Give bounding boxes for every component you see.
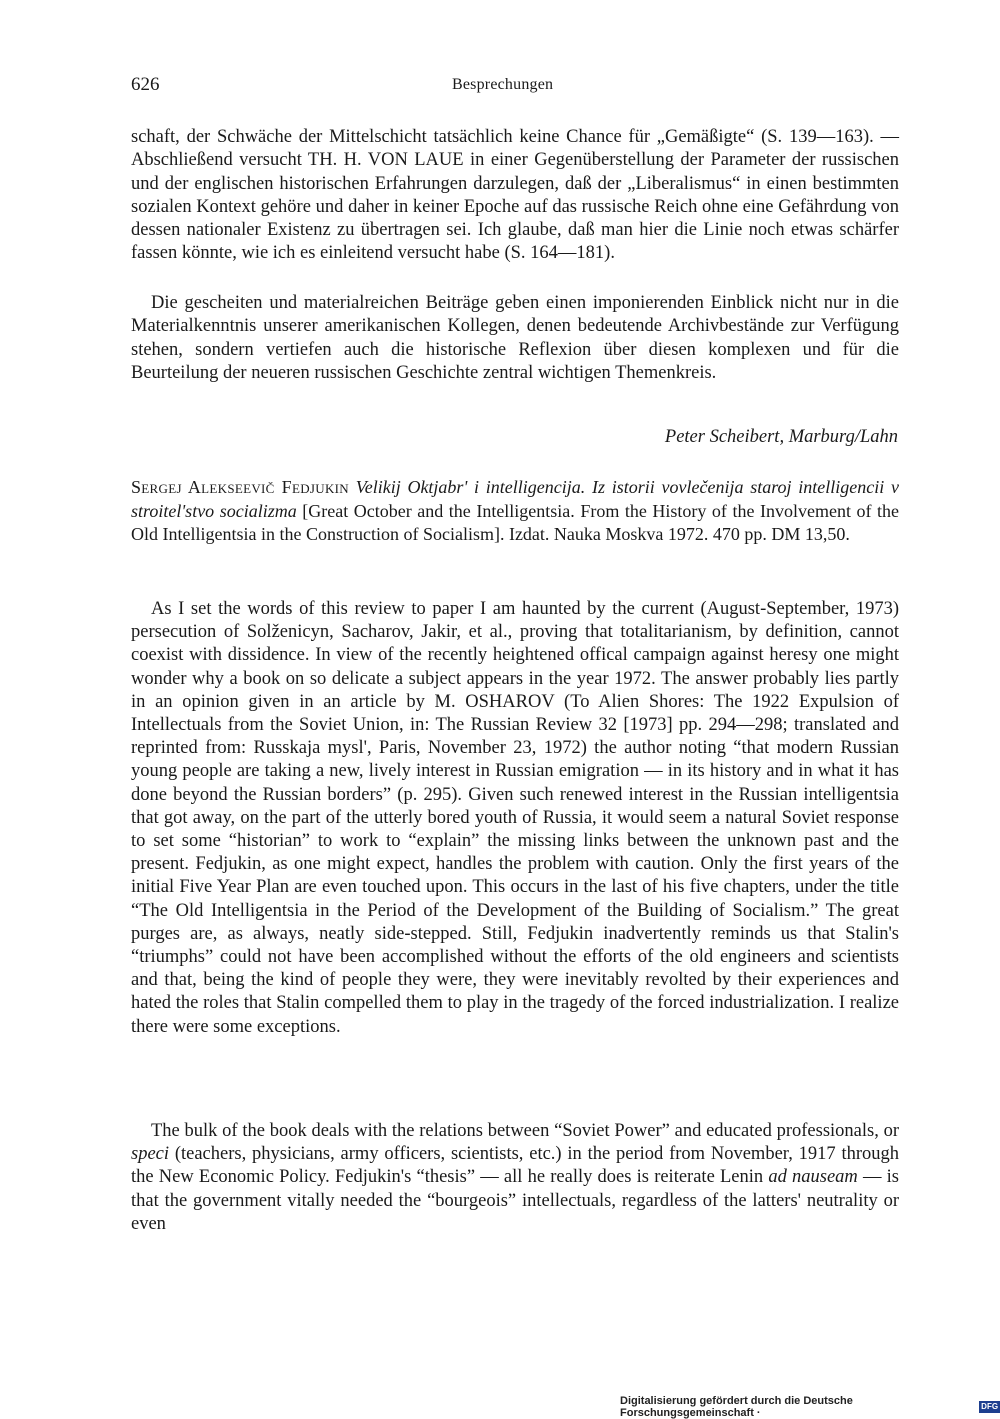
review2-term-speci: speci	[131, 1144, 170, 1165]
review2-paragraph-2	[131, 1120, 899, 1236]
review2-paragraph-2-part-b: (teachers, physicians, army officers, scientists, etc.) in the period from November, 1917 through the New Economic Policy. Fedjukin's “thesis” — all he really does is reiterate Lenin	[131, 1144, 899, 1188]
review2-paragraph-2-part-c: — is that the government vitally needed the “bourgeois” intellectuals, regardless of the latters' neutrality or even	[131, 1167, 899, 1234]
review1-paragraph-1: schaft, der Schwäche der Mittelschicht tatsächlich keine Chance für „Gemäßigte“ (S. 139—163). — Abschließend versucht TH. H. VON LAUE in einer Gegenüberstellung der Parameter der russischen und der englischen historischen Erfahrungen darzulegen, daß der „Liberalismus“ in einen bestimmten sozialen Kontext gehöre und daher in keiner Epoche auf das russische Reich ohne eine Gefährdung von dessen nationaler Existenz zu übertragen sei. Ich glaube, daß man hier die Linie noch etwas schärfer fassen könnte, wie ich es einleitend versucht habe (S. 164—181).	[131, 127, 899, 264]
digitization-footer	[620, 1395, 1000, 1419]
review1-paragraph-2: Die gescheiten und materialreichen Beiträge geben einen imponierenden Einblick nicht nur in die Materialkenntnis unserer amerikanischen Kollegen, denen bedeutende Archivbestände zur Verfügung stehen, sondern vertiefen auch die historische Reflexion über diesen komplexen und für die Beurteilung der neueren russischen Geschichte zentral wichtigen Themenkreis.	[131, 293, 899, 383]
review2-bibliographic-entry	[131, 476, 899, 547]
review2-publication: Izdat. Nauka Moskva 1972. 470 pp. DM 13,50.	[508, 524, 850, 545]
review2-author: Sergej Alekseevič Fedjukin	[131, 477, 349, 497]
footer-text: Digitalisierung gefördert durch die Deutsche Forschungsgemeinschaft ·	[620, 1395, 853, 1419]
review2-paragraph-2-part-a: The bulk of the book deals with the relations between “Soviet Power” and educated professionals, or	[151, 1121, 899, 1141]
dfg-logo-icon: DFG	[981, 1402, 999, 1411]
running-head: Besprechungen	[452, 76, 554, 93]
page-number: 626	[131, 74, 160, 95]
review1-signature: Peter Scheibert, Marburg/Lahn	[664, 427, 898, 447]
review2-title-russian: Velikij Oktjabr' i intelligencija. Iz istorii vovlečenija staroj intelligencii v stroitel'stvo socializma	[131, 477, 899, 521]
review2-term-ad-nauseam: ad nauseam	[768, 1167, 858, 1188]
review2-paragraph-1: As I set the words of this review to paper I am haunted by the current (August-September, 1973) persecution of Solženicyn, Sacharov, Jakir, et al., proving that totalitarianism, by definition, cannot coexist with dissidence. In view of the recently heightened offical campaign against heresy one might wonder why a book on so delicate a subject appears in the year 1972. The answer probably lies partly in an opinion given in an article by M. OSHAROV (To Alien Shores: The 1922 Expulsion of Intellectuals from the Soviet Union, in: The Russian Review 32 [1973] pp. 294—298; translated and reprinted from: Russkaja mysl', Paris, November 23, 1972) the author noting “that modern Russian young people are taking a new, lively interest in Russian emigration — in its history and in what it has done beyond the Russian borders” (p. 295). Given such renewed interest in the Russian intelligentsia that got away, on the part of the utterly bored youth of Russia, it would seem a natural Soviet response to set some “historian” to work to “explain” the missing links between the unknown past and the present. Fedjukin, as one might expect, handles the problem with caution. Only the first years of the initial Five Year Plan are even touched upon. This occurs in the last of his five chapters, under the title “The Old Intelligentsia in the Period of the Development of the Building of Socialism.” The great purges are, as always, neatly side-stepped. Still, Fedjukin inadvertently reminds us that Stalin's “triumphs” could not have been accomplished without the efforts of the old engineers and scientists and that, being the kind of people they were, they were inevitably revolted by their experiences and hated the roles that Stalin compelled them to play in the tragedy of the forced industrialization. I realize there were some exceptions.	[131, 599, 899, 1037]
review2-title-english: [Great October and the Intelligentsia. From the History of the Involvement of the Old Intelligentsia in the Construction of Socialism].	[131, 500, 899, 545]
